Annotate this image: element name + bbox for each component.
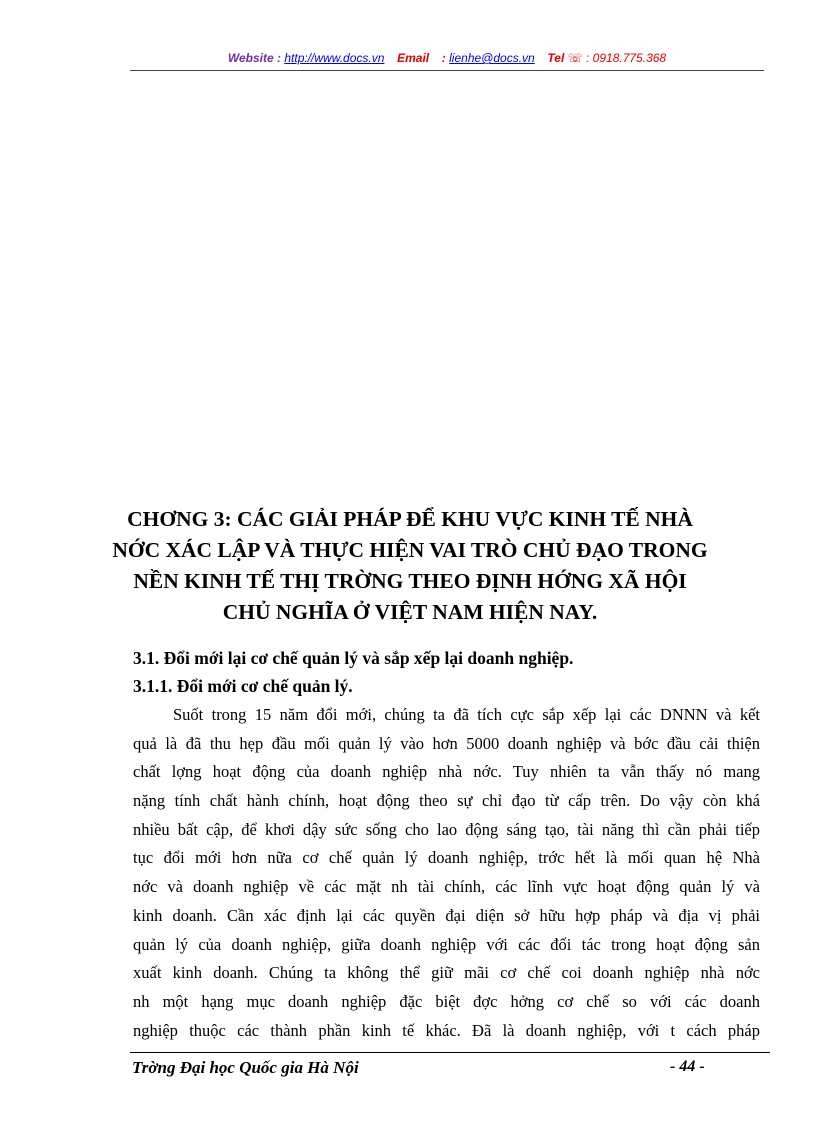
page-number: - 44 - xyxy=(670,1058,705,1075)
page-header xyxy=(130,50,764,66)
paragraph-line: tục đổi mới hơn nữa cơ chế quản lý doanh nghiệp, trớc hết là mối quan hệ Nhà xyxy=(133,848,760,868)
header-divider xyxy=(130,70,764,71)
paragraph-line: Suốt trong 15 năm đổi mới, chúng ta đã tích cực sắp xếp lại các DNNN và kết xyxy=(173,705,760,724)
body-paragraph xyxy=(133,701,760,1045)
paragraph-line: kinh doanh. Cần xác định lại các quyền đại diện sở hữu hợp pháp và địa vị phải xyxy=(133,905,760,925)
footer-institution: Trờng Đại học Quốc gia Hà Nội xyxy=(132,1058,359,1077)
email-label: Email xyxy=(397,51,430,65)
phone-icon: ☏ xyxy=(567,51,583,65)
website-label: Website : xyxy=(227,51,282,65)
paragraph-line: chất lợng hoạt động của doanh nghiệp nhà nớc. Tuy nhiên ta vẫn thấy nó mang xyxy=(133,762,760,782)
paragraph-line: nghiệp thuộc các thành phần kinh tế khác. Đã là doanh nghiệp, với t cách pháp xyxy=(133,1020,760,1040)
email-separator: : xyxy=(441,51,446,65)
section-heading: 3.1. Đổi mới lại cơ chế quản lý và sắp xếp lại doanh nghiệp. xyxy=(133,648,574,668)
subsection-heading: 3.1.1. Đổi mới cơ chế quản lý. xyxy=(133,676,353,696)
chapter-title-line: CHỦ NGHĨA Ở VIỆT NAM HIỆN NAY. xyxy=(222,600,598,624)
email-link[interactable]: lienhe@docs.vn xyxy=(449,51,535,65)
paragraph-line: quản lý của doanh nghiệp, giữa doanh nghiệp với các đối tác trong hoạt động sản xyxy=(133,934,760,954)
paragraph-line: nh một hạng mục doanh nghiệp đặc biệt đợc hởng cơ chế so với các doanh xyxy=(133,991,760,1011)
paragraph-line: nớc và doanh nghiệp về các mặt nh tài chính, các lĩnh vực hoạt động quản lý và xyxy=(133,877,760,897)
chapter-title-line: NỀN KINH TẾ THỊ TRỜNG THEO ĐỊNH HỚNG XÃ HỘI xyxy=(133,569,687,593)
website-link[interactable]: http://www.docs.vn xyxy=(284,51,385,65)
tel-label: Tel xyxy=(547,51,565,65)
paragraph-line: nặng tính chất hành chính, hoạt động theo sự chỉ đạo từ cấp trên. Do vậy còn khá xyxy=(133,791,760,811)
footer-divider xyxy=(130,1052,770,1053)
tel-value: : 0918.775.368 xyxy=(586,51,667,65)
paragraph-line: xuất kinh doanh. Chúng ta không thể giữ mãi cơ chế coi doanh nghiệp nhà nớc xyxy=(133,963,760,983)
chapter-title-line: CHƠNG 3: CÁC GIẢI PHÁP ĐỂ KHU VỰC KINH TẾ NHÀ xyxy=(127,507,693,531)
chapter-title-line: NỚC XÁC LẬP VÀ THỰC HIỆN VAI TRÒ CHỦ ĐẠO TRONG xyxy=(112,538,708,562)
paragraph-line: quả là đã thu hẹp đầu mối quản lý vào hơn 5000 doanh nghiệp và bớc đầu cải thiện xyxy=(133,733,760,753)
paragraph-line: nhiều bất cập, để khơi dậy sức sống cho lao động sáng tạo, tài năng thì cần phải tiếp xyxy=(133,819,760,839)
chapter-title xyxy=(110,504,710,628)
